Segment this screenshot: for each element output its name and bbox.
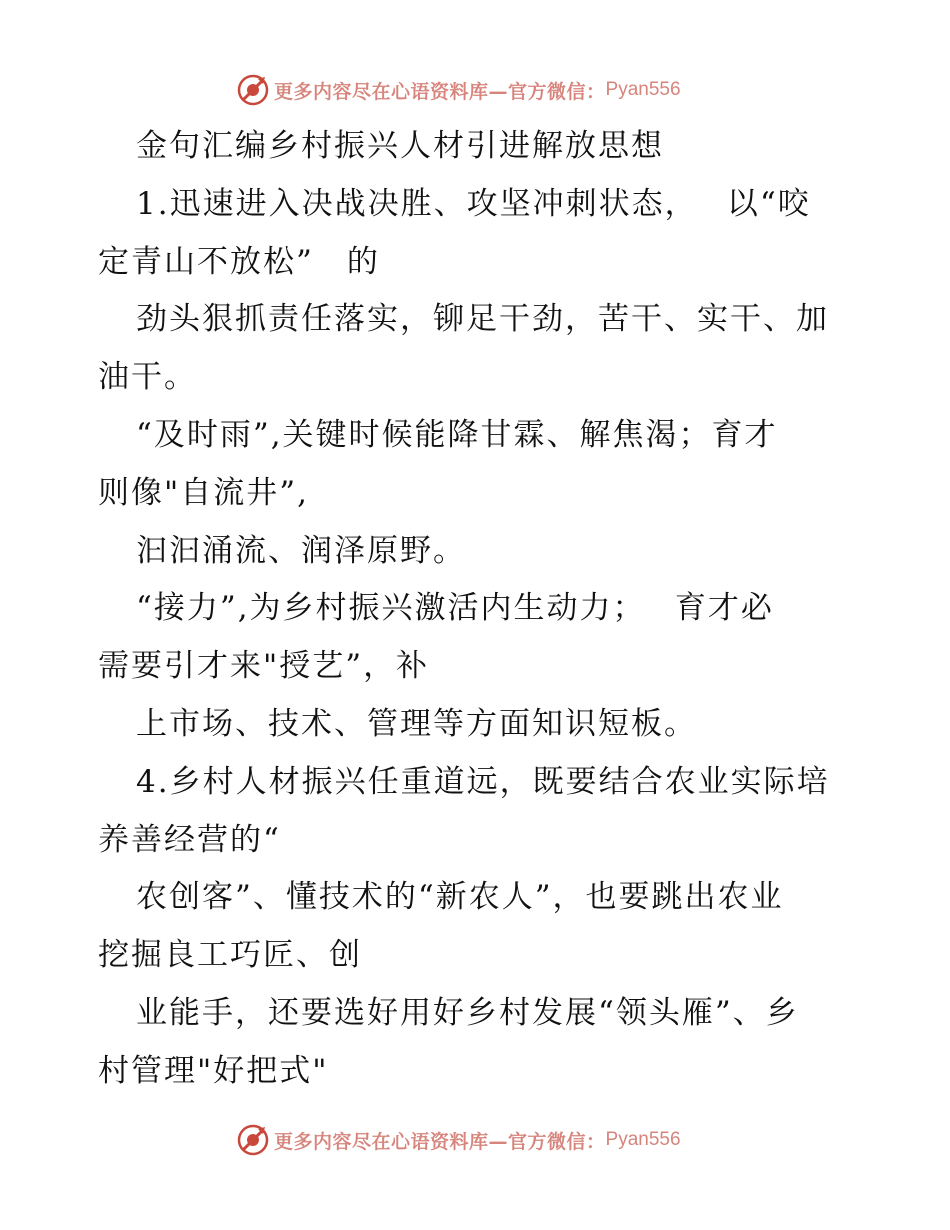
seal-logo-icon [236,73,270,107]
text-line: 定青山不放松” 的 [98,243,380,280]
seal-logo-icon [236,1123,270,1157]
text-line: 4.乡村人材振兴任重道远，既要结合农业实际培 [136,763,830,800]
text-line: 1.迅速进入决战决胜、攻坚冲刺状态， 以“咬 [136,185,811,222]
text-line: “及时雨”,关键时候能降甘霖、解焦渴；育才 [136,416,778,453]
text-line: 村管理"好把式" [98,1052,329,1089]
text-line: 农创客”、懂技术的“新农人”，也要跳出农业 [136,879,784,916]
text-line: 油干。 [98,359,197,396]
text-line: 上市场、技术、管理等方面知识短板。 [136,705,697,742]
text-line: 汩汩涌流、润泽原野。 [136,532,466,569]
text-line: 需要引才来"授艺”，补 [98,648,430,685]
text-line: 养善经营的“ [98,821,281,858]
watermark-text: 更多内容尽在心语资料库—官方微信： [274,80,606,103]
footer-watermark [236,1120,681,1160]
watermark-wechat-id: Pyan556 [605,1129,681,1150]
text-line: 业能手，还要选好用好乡村发展“领头雁”、乡 [136,994,799,1031]
document-body [98,118,858,1101]
text-line: “接力”,为乡村振兴激活内生动力； 育才必 [136,590,774,627]
text-line: 劲头狠抓责任落实，铆足干劲，苦干、实干、加 [136,301,829,338]
watermark-wechat-id: Pyan556 [605,79,681,100]
watermark-text: 更多内容尽在心语资料库—官方微信： [274,1130,606,1153]
text-line: 挖掘良工巧匠、创 [98,937,362,974]
document-title: 金句汇编乡村振兴人材引进解放思想 [136,128,664,164]
text-line: 则像"自流井”, [98,474,309,511]
header-watermark [236,70,681,110]
